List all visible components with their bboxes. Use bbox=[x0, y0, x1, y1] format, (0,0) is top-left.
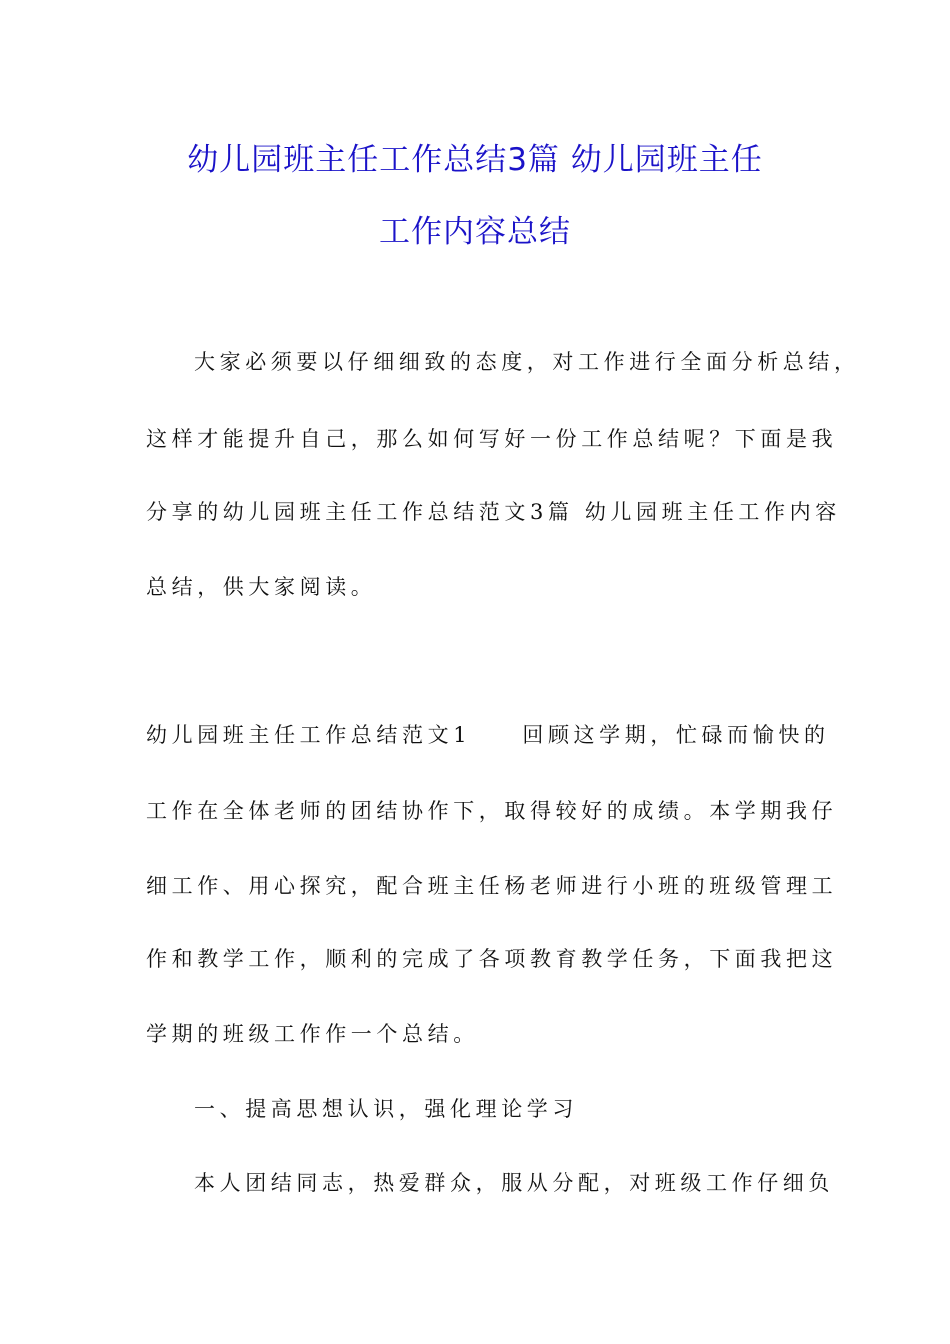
paragraph-line: 本人团结同志，热爱群众，服从分配，对班级工作仔细负 bbox=[194, 1171, 834, 1195]
intro-line-1: 大家必须要以仔细细致的态度，对工作进行全面分析总结， bbox=[194, 350, 860, 374]
intro-line-2: 这样才能提升自己，那么如何写好一份工作总结呢？下面是我 bbox=[146, 427, 838, 451]
intro-line-3: 分享的幼儿园班主任工作总结范文3篇 幼儿园班主任工作内容 bbox=[146, 500, 841, 524]
document-title-line-1: 幼儿园班主任工作总结3篇 幼儿园班主任 bbox=[187, 142, 763, 178]
section1-line-1: 幼儿园班主任工作总结范文1 回顾这学期，忙碌而愉快的 bbox=[146, 723, 830, 747]
section1-line-4: 作和教学工作，顺利的完成了各项教育教学任务，下面我把这 bbox=[146, 947, 838, 971]
section1-line-5: 学期的班级工作作一个总结。 bbox=[146, 1022, 479, 1046]
document-title-line-2: 工作内容总结 bbox=[379, 214, 571, 250]
section1-line-2: 工作在全体老师的团结协作下，取得较好的成绩。本学期我仔 bbox=[146, 799, 838, 823]
section-heading-1: 一、提高思想认识，强化理论学习 bbox=[194, 1097, 578, 1121]
intro-line-4: 总结，供大家阅读。 bbox=[146, 575, 377, 599]
section1-line-3: 细工作、用心探究，配合班主任杨老师进行小班的班级管理工 bbox=[146, 874, 838, 898]
